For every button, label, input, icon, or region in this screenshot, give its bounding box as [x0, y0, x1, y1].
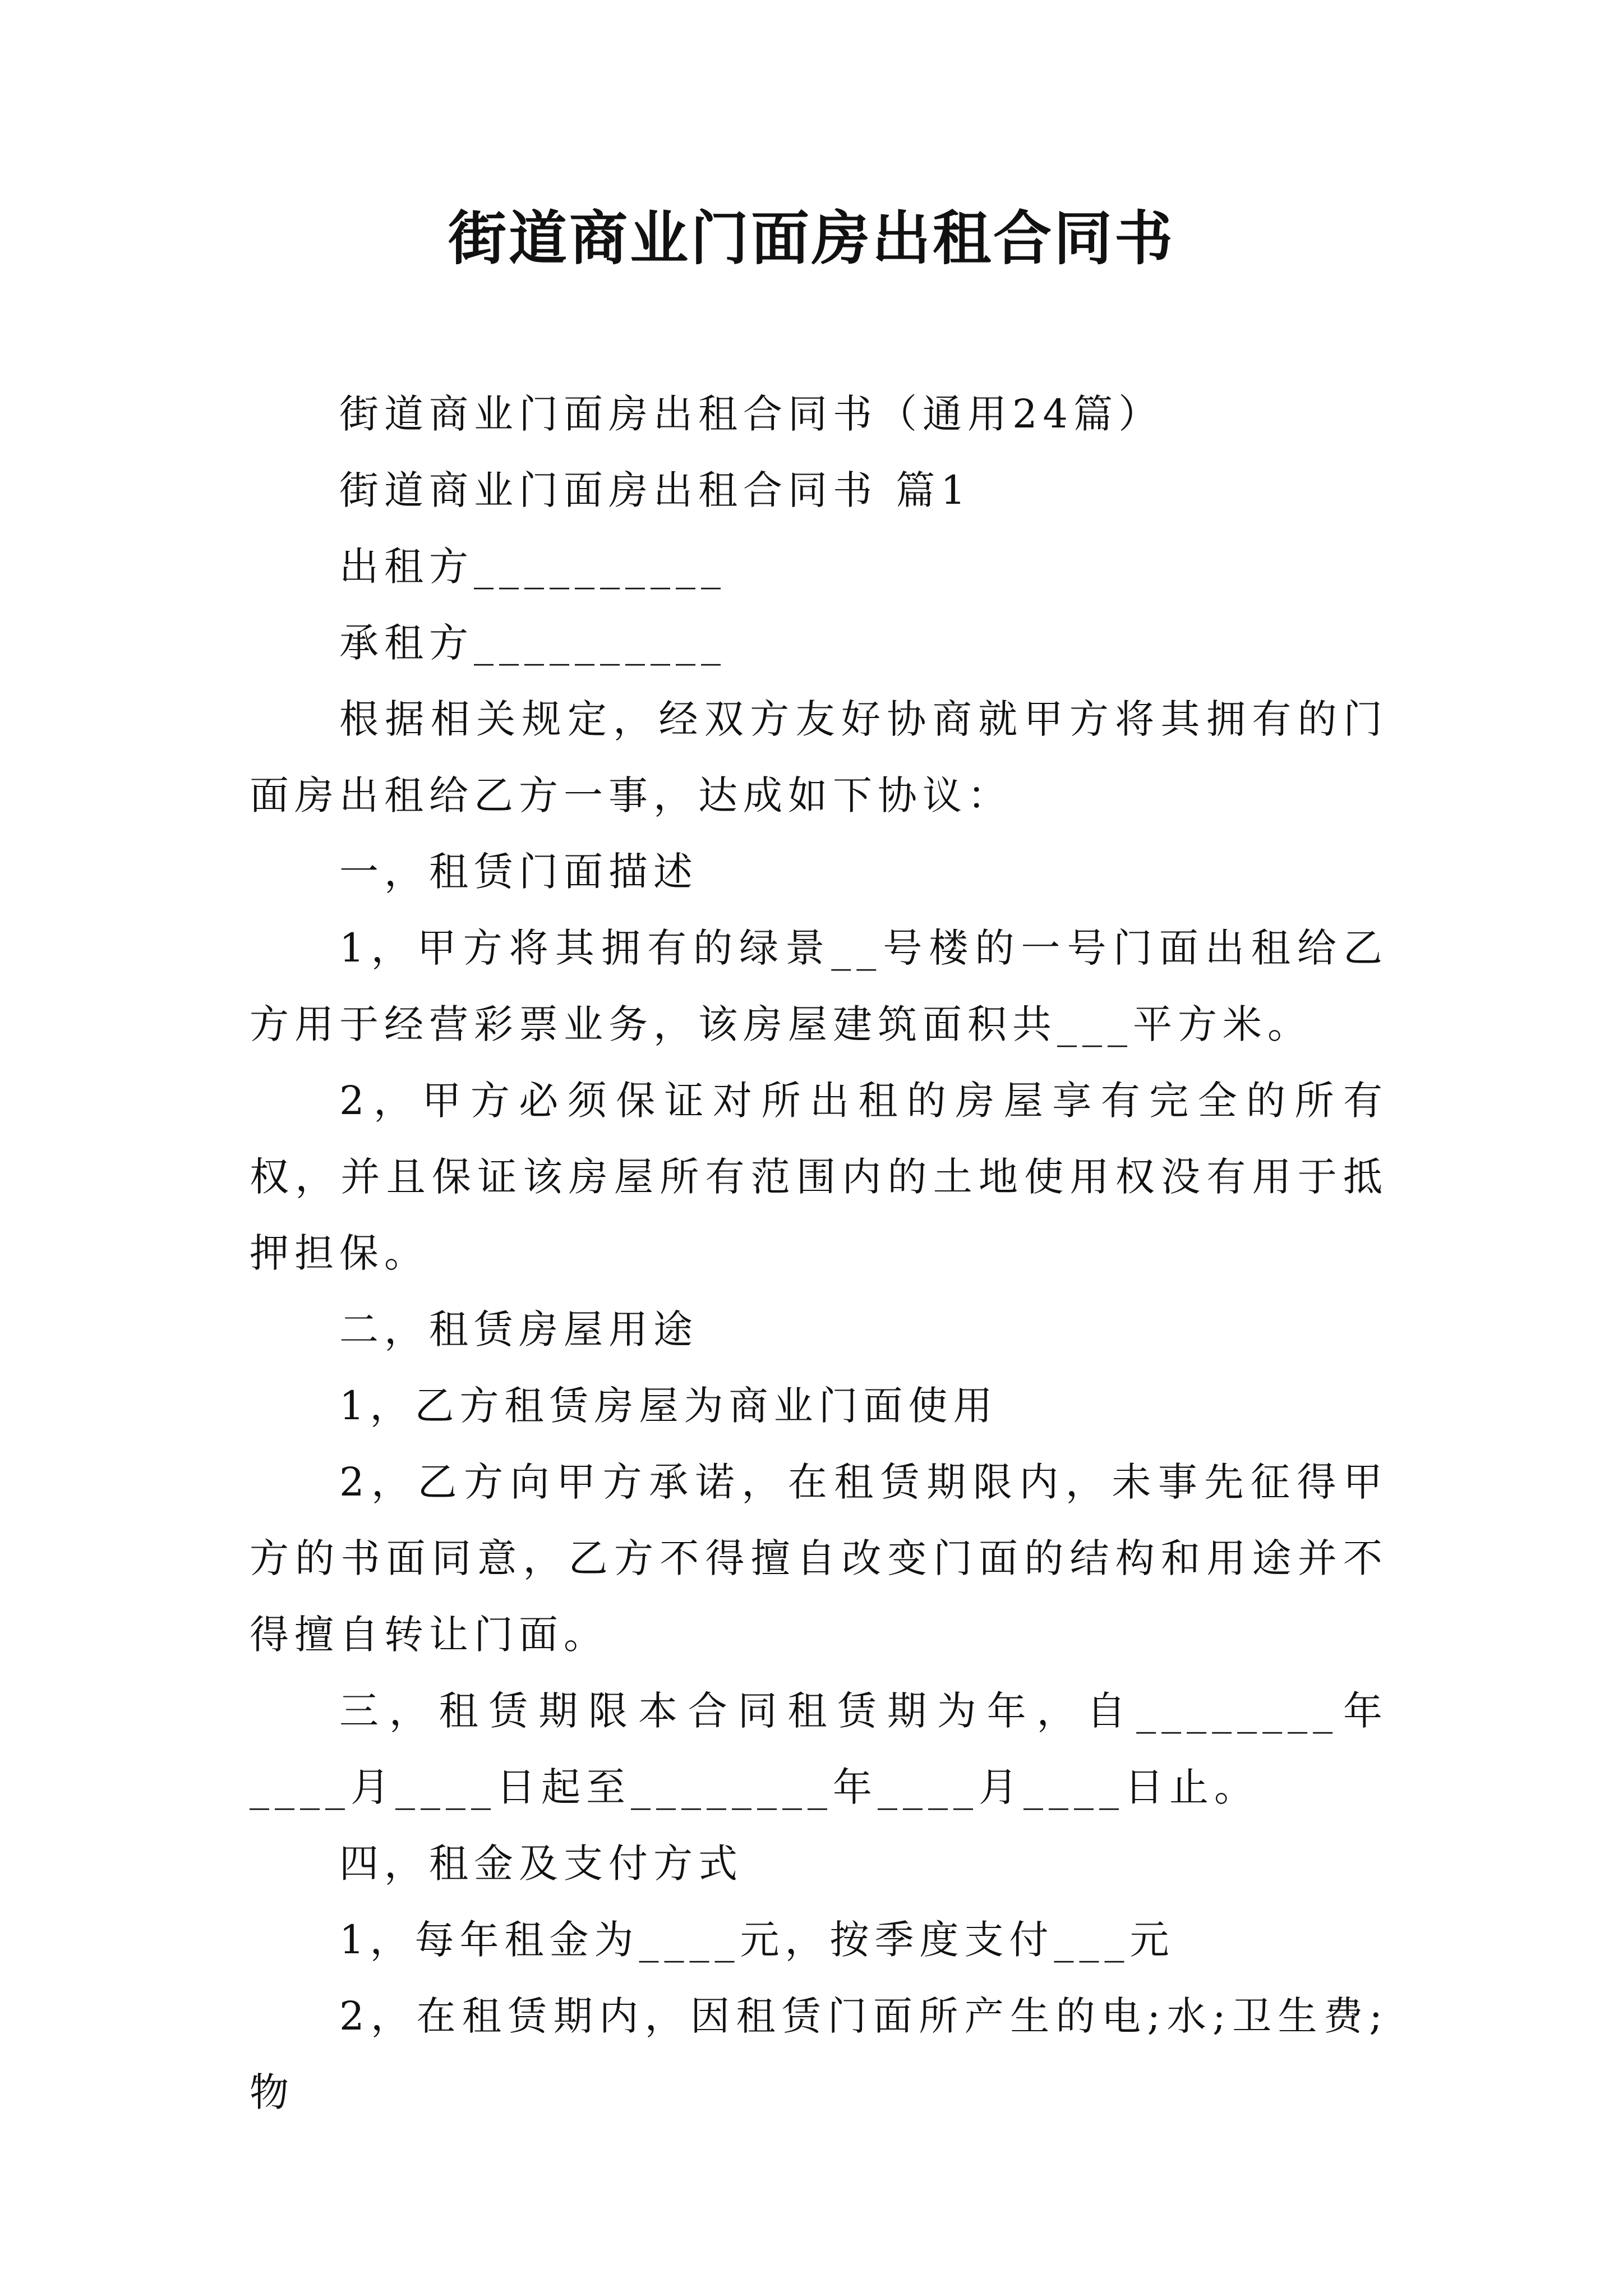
document-body [250, 376, 1388, 2131]
paragraph-clause-4-1: 1，每年租金为____元，按季度支付___元 [339, 1917, 1175, 1963]
paragraph-clause-1-2: 2，甲方必须保证对所出租的房屋享有完全的所有权，并且保证该房屋所有范围内的土地使用权没有用于抵押担保。 [250, 1078, 1388, 1276]
paragraph-clause-2-heading: 二，租赁房屋用途 [339, 1306, 698, 1352]
paragraph-clause-2-1: 1，乙方租赁房屋为商业门面使用 [339, 1383, 998, 1429]
paragraph-clause-1-heading: 一，租赁门面描述 [339, 849, 698, 895]
paragraph-lessee: 承租方__________ [339, 620, 726, 666]
paragraph-section-heading: 街道商业门面房出租合同书 篇1 [339, 467, 971, 513]
paragraph-lessor: 出租方__________ [339, 544, 726, 590]
paragraph-clause-1-1: 1，甲方将其拥有的绿景__号楼的一号门面出租给乙方用于经营彩票业务，该房屋建筑面积共___平方米。 [250, 925, 1388, 1047]
paragraph-clause-2-2: 2，乙方向甲方承诺，在租赁期限内，未事先征得甲方的书面同意，乙方不得擅自改变门面的结构和用途并不得擅自转让门面。 [250, 1459, 1388, 1658]
paragraph-clause-3: 三，租赁期限本合同租赁期为年，自________年____月____日起至________年____月____日止。 [250, 1688, 1388, 1810]
paragraph-subtitle: 街道商业门面房出租合同书（通用24篇） [339, 391, 1164, 437]
paragraph-clause-4-heading: 四，租金及支付方式 [339, 1841, 743, 1887]
paragraph-clause-4-2: 2，在租赁期内，因租赁门面所产生的电;水;卫生费;物 [250, 1993, 1388, 2115]
document-title: 街道商业门面房出租合同书 [448, 204, 1175, 273]
paragraph-preamble: 根据相关规定，经双方友好协商就甲方将其拥有的门面房出租给乙方一事，达成如下协议： [250, 696, 1388, 818]
